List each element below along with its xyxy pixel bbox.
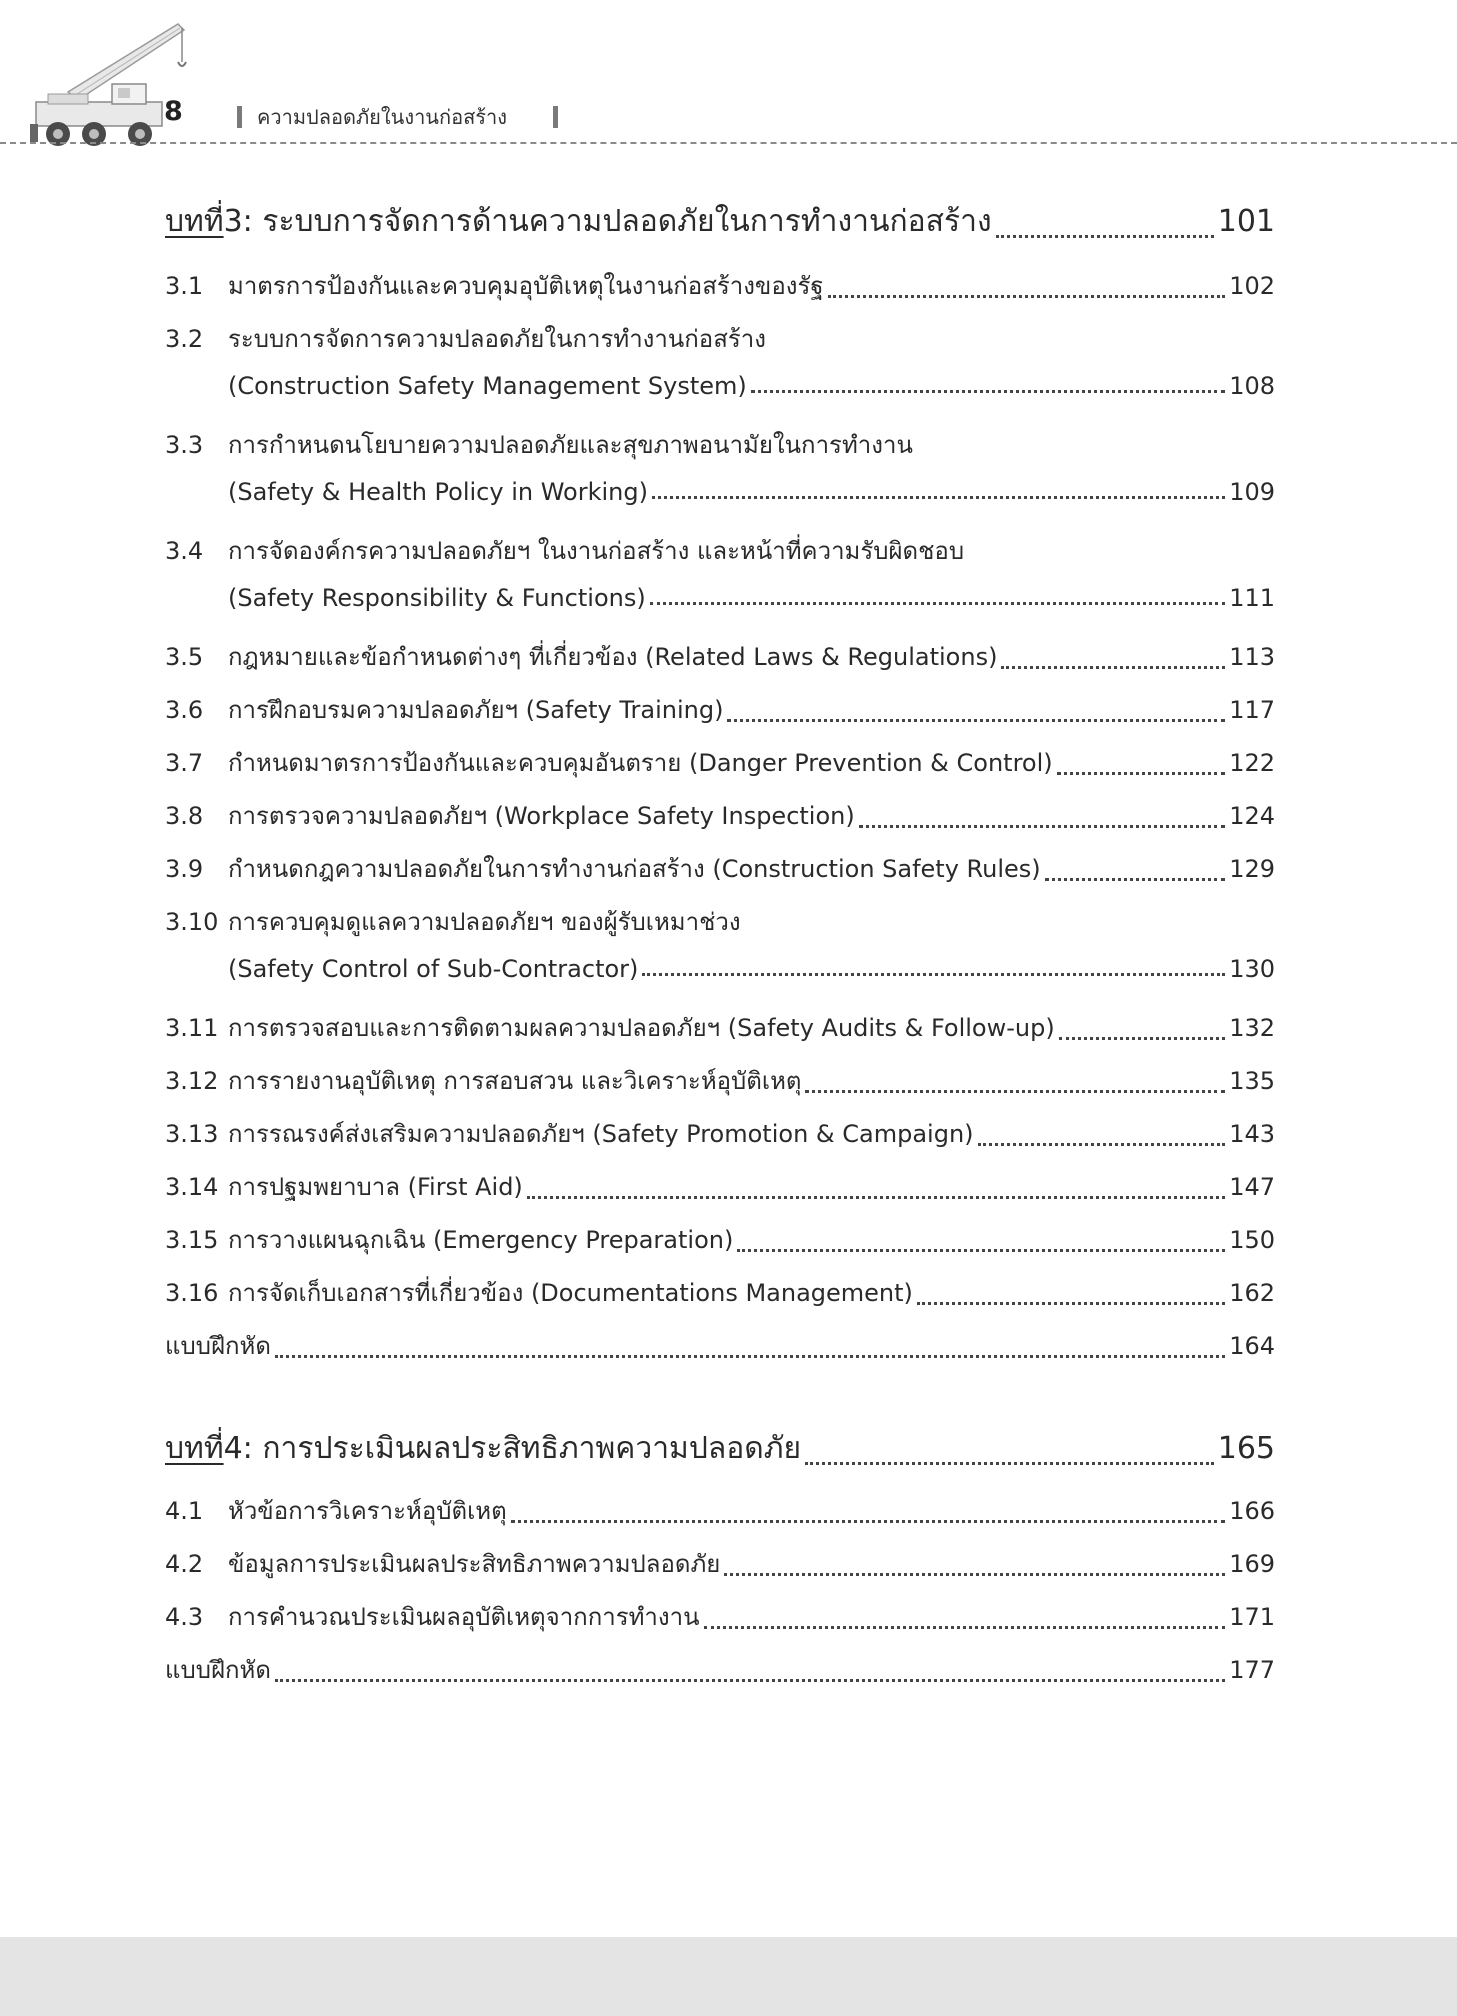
chapter-label: บทที่ xyxy=(165,1431,224,1466)
dot-leader xyxy=(727,719,1225,722)
entry-number: 3.8 xyxy=(165,802,204,830)
chapter-heading[interactable] xyxy=(165,1425,1275,1472)
entry-page: 132 xyxy=(1229,1014,1275,1042)
toc-entry-exercises[interactable] xyxy=(165,1326,1275,1365)
toc-entry[interactable] xyxy=(165,743,1275,782)
dot-leader xyxy=(1057,772,1226,775)
entry-title: การจัดองค์กรความปลอดภัยฯ ในงานก่อสร้าง และหน้าที่ความรับผิดชอบ xyxy=(228,537,965,565)
entry-page: 109 xyxy=(1229,478,1275,506)
entry-page: 135 xyxy=(1229,1067,1275,1095)
chapter-label: บทที่ xyxy=(165,204,224,239)
page-number: 8 xyxy=(164,96,183,127)
chapter-page: 165 xyxy=(1217,1431,1275,1466)
entry-title: (Construction Safety Management System) xyxy=(228,372,747,400)
toc-entry-continuation[interactable] xyxy=(228,584,1275,612)
dot-leader xyxy=(704,1626,1226,1629)
entry-page: 129 xyxy=(1229,855,1275,883)
entry-number: 3.13 xyxy=(165,1120,219,1148)
entry-number: 3.10 xyxy=(165,908,219,936)
dot-leader xyxy=(828,295,1226,298)
toc-entry[interactable] xyxy=(165,1114,1275,1153)
dot-leader xyxy=(511,1520,1226,1523)
entry-page: 147 xyxy=(1229,1173,1275,1201)
entry-title: หัวข้อการวิเคราะห์อุบัติเหตุ xyxy=(228,1497,507,1525)
dot-leader xyxy=(527,1196,1225,1199)
title-bar-left xyxy=(237,106,242,128)
toc-entry[interactable] xyxy=(165,1597,1275,1636)
entry-title: การควบคุมดูแลความปลอดภัยฯ ของผู้รับเหมาช่วง xyxy=(228,908,741,936)
entry-page: 166 xyxy=(1229,1497,1275,1525)
title-bar-right xyxy=(553,106,558,128)
chapter-heading[interactable] xyxy=(165,198,1275,245)
running-title: ความปลอดภัยในงานก่อสร้าง xyxy=(257,105,508,129)
entry-number: 4.1 xyxy=(165,1497,204,1525)
entry-page: 108 xyxy=(1229,372,1275,400)
toc-entry[interactable] xyxy=(165,690,1275,729)
toc-entry-continuation[interactable] xyxy=(228,478,1275,506)
dot-leader xyxy=(978,1143,1226,1146)
dot-leader xyxy=(996,235,1214,238)
entry-page: 111 xyxy=(1229,584,1275,612)
toc-entry[interactable] xyxy=(165,531,1275,570)
entry-number: 3.1 xyxy=(165,272,204,300)
entry-page: 169 xyxy=(1229,1550,1275,1578)
toc-entry[interactable] xyxy=(165,1544,1275,1583)
toc-entry[interactable] xyxy=(165,902,1275,941)
entry-page: 113 xyxy=(1229,643,1275,671)
chapter-title: 4: การประเมินผลประสิทธิภาพความปลอดภัย xyxy=(223,1431,802,1466)
entry-title: การตรวจสอบและการติดตามผลความปลอดภัยฯ (Safety Audits & Follow-up) xyxy=(228,1014,1055,1042)
chapter-title: 3: ระบบการจัดการด้านความปลอดภัยในการทำงานก่อสร้าง xyxy=(223,204,992,239)
dot-leader xyxy=(652,496,1225,499)
dot-leader xyxy=(275,1679,1225,1682)
entry-number: 3.3 xyxy=(165,431,204,459)
entry-title: (Safety & Health Policy in Working) xyxy=(228,478,648,506)
entry-page: 130 xyxy=(1229,955,1275,983)
entry-title: การจัดเก็บเอกสารที่เกี่ยวข้อง (Documentations Management) xyxy=(228,1279,913,1307)
entry-number: 3.11 xyxy=(165,1014,219,1042)
entry-title: การรายงานอุบัติเหตุ การสอบสวน และวิเคราะห์อุบัติเหตุ xyxy=(228,1067,802,1095)
dot-leader xyxy=(805,1462,1214,1465)
entry-title: การตรวจความปลอดภัยฯ (Workplace Safety Inspection) xyxy=(228,802,855,830)
toc-entry[interactable] xyxy=(165,266,1275,305)
dot-leader xyxy=(859,825,1225,828)
entry-title: กำหนดมาตรการป้องกันและควบคุมอันตราย (Danger Prevention & Control) xyxy=(228,749,1053,777)
entry-number: 3.7 xyxy=(165,749,204,777)
dot-leader xyxy=(805,1090,1225,1093)
dot-leader xyxy=(1059,1037,1226,1040)
toc-entry[interactable] xyxy=(165,1220,1275,1259)
entry-title: การฝึกอบรมความปลอดภัยฯ (Safety Training) xyxy=(228,696,724,724)
toc-entry[interactable] xyxy=(165,1491,1275,1530)
toc-entry[interactable] xyxy=(165,637,1275,676)
toc-entry-exercises[interactable] xyxy=(165,1650,1275,1689)
entry-title: การคำนวณประเมินผลอุบัติเหตุจากการทำงาน xyxy=(228,1603,700,1631)
dot-leader xyxy=(917,1302,1225,1305)
dot-leader xyxy=(737,1249,1225,1252)
dot-leader xyxy=(1045,878,1226,881)
entry-title: การรณรงค์ส่งเสริมความปลอดภัยฯ (Safety Promotion & Campaign) xyxy=(228,1120,974,1148)
entry-title: การปฐมพยาบาล (First Aid) xyxy=(228,1173,523,1201)
entry-number: 3.15 xyxy=(165,1226,219,1254)
entry-number: 3.12 xyxy=(165,1067,219,1095)
toc-entry[interactable] xyxy=(165,849,1275,888)
entry-number: 3.4 xyxy=(165,537,204,565)
entry-page: 171 xyxy=(1229,1603,1275,1631)
entry-title: ระบบการจัดการความปลอดภัยในการทำงานก่อสร้าง xyxy=(228,325,766,353)
entry-title: กฎหมายและข้อกำหนดต่างๆ ที่เกี่ยวข้อง (Related Laws & Regulations) xyxy=(228,643,998,671)
entry-number: 3.2 xyxy=(165,325,204,353)
dot-leader xyxy=(275,1355,1225,1358)
entry-number: 3.16 xyxy=(165,1279,219,1307)
entry-page: 164 xyxy=(1229,1332,1275,1360)
dot-leader xyxy=(650,602,1225,605)
dot-leader xyxy=(751,390,1225,393)
dot-leader xyxy=(724,1573,1225,1576)
entry-page: 162 xyxy=(1229,1279,1275,1307)
entry-number: 3.14 xyxy=(165,1173,219,1201)
toc-entry[interactable] xyxy=(165,319,1275,358)
dot-leader xyxy=(642,973,1225,976)
entry-page: 177 xyxy=(1229,1656,1275,1684)
crane-truck-icon xyxy=(28,14,208,154)
entry-page: 102 xyxy=(1229,272,1275,300)
entry-number: 3.9 xyxy=(165,855,204,883)
entry-title: การกำหนดนโยบายความปลอดภัยและสุขภาพอนามัยในการทำงาน xyxy=(228,431,913,459)
dot-leader xyxy=(1001,666,1225,669)
toc-entry[interactable] xyxy=(165,1167,1275,1206)
header-divider xyxy=(0,142,1457,144)
toc-entry[interactable] xyxy=(165,1273,1275,1312)
toc-entry-continuation[interactable] xyxy=(228,955,1275,983)
entry-page: 117 xyxy=(1229,696,1275,724)
entry-title: การวางแผนฉุกเฉิน (Emergency Preparation) xyxy=(228,1226,734,1254)
toc-entry[interactable] xyxy=(165,796,1275,835)
entry-title: แบบฝึกหัด xyxy=(165,1656,271,1684)
footer-band xyxy=(0,1937,1457,2016)
entry-number: 3.6 xyxy=(165,696,204,724)
entry-page: 122 xyxy=(1229,749,1275,777)
entry-number: 4.3 xyxy=(165,1603,204,1631)
entry-title: แบบฝึกหัด xyxy=(165,1332,271,1360)
entry-page: 124 xyxy=(1229,802,1275,830)
entry-page: 150 xyxy=(1229,1226,1275,1254)
entry-title: ข้อมูลการประเมินผลประสิทธิภาพความปลอดภัย xyxy=(228,1550,721,1578)
toc-entry[interactable] xyxy=(165,425,1275,464)
page-header xyxy=(0,0,1457,160)
entry-page: 143 xyxy=(1229,1120,1275,1148)
entry-title: (Safety Control of Sub-Contractor) xyxy=(228,955,639,983)
entry-title: กำหนดกฎความปลอดภัยในการทำงานก่อสร้าง (Construction Safety Rules) xyxy=(228,855,1041,883)
entry-title: มาตรการป้องกันและควบคุมอุบัติเหตุในงานก่อสร้างของรัฐ xyxy=(228,272,824,300)
toc-entry[interactable] xyxy=(165,1008,1275,1047)
toc-entry-continuation[interactable] xyxy=(228,372,1275,400)
entry-number: 4.2 xyxy=(165,1550,204,1578)
toc-entry[interactable] xyxy=(165,1061,1275,1100)
chapter-page: 101 xyxy=(1217,204,1275,239)
entry-number: 3.5 xyxy=(165,643,204,671)
entry-title: (Safety Responsibility & Functions) xyxy=(228,584,646,612)
